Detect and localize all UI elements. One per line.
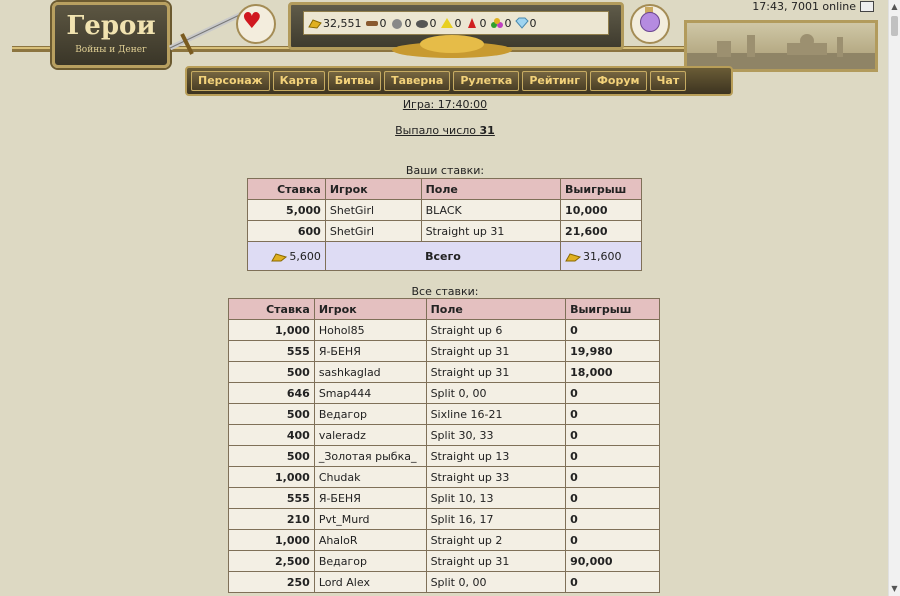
col-field: Поле [421,179,560,200]
table-row [248,200,642,221]
main-nav [185,66,733,96]
online-status [752,0,874,13]
field-cell: Split 0, 00 [426,572,566,593]
time-online-text: 17:43, 7001 online [752,0,856,13]
total-label: Всего [325,242,560,271]
mercury-icon [415,17,429,29]
game-time-link[interactable]: Игра: 17:40:00 [402,98,488,111]
field-cell: Split 30, 33 [426,425,566,446]
resource-crystal-value: 0 [479,16,487,30]
field-cell: Split 10, 13 [426,488,566,509]
resource-sulfur-value: 0 [454,16,462,30]
resource-sulfur [440,17,462,30]
col-bet: Ставка [248,179,326,200]
resource-ore [390,17,412,30]
win-cell: 0 [566,383,660,404]
total-win: 31,600 [583,249,622,263]
sulfur-icon [440,17,454,29]
total-row [248,242,642,271]
table-row [229,341,660,362]
field-cell: Straight up 31 [426,551,566,572]
resource-gold [308,17,362,30]
field-cell: Straight up 33 [426,467,566,488]
wood-icon [365,17,379,29]
field-cell: Straight up 6 [426,320,566,341]
player-cell: Lord Alex [314,572,426,593]
table-row [229,467,660,488]
mail-icon[interactable] [860,1,874,12]
player-cell: ShetGirl [325,200,421,221]
bet-cell: 500 [229,446,315,467]
nav-forum[interactable]: Форум [590,71,647,91]
scroll-down-icon[interactable]: ▼ [891,584,898,593]
game-info [0,98,890,111]
resource-gems [490,17,512,30]
field-cell: Straight up 2 [426,530,566,551]
field-cell: Split 0, 00 [426,383,566,404]
nav-roulette[interactable]: Рулетка [453,71,519,91]
health-indicator[interactable] [234,2,284,46]
win-cell: 10,000 [561,200,642,221]
nav-character[interactable]: Персонаж [191,71,270,91]
resource-wood [365,17,387,30]
bet-cell: 646 [229,383,315,404]
table-header-row [248,179,642,200]
field-cell: Sixline 16-21 [426,404,566,425]
site-header [12,0,872,96]
player-cell: Smap444 [314,383,426,404]
resource-mercury-value: 0 [429,16,437,30]
total-bet: 5,600 [289,249,321,263]
my-bets-caption: Ваши ставки: [405,164,485,177]
player-cell: Я-БЕНЯ [314,341,426,362]
bet-cell: 2,500 [229,551,315,572]
diamond-icon [515,17,529,29]
table-header-row [229,299,660,320]
total-bet-cell [248,242,326,271]
bet-cell: 1,000 [229,320,315,341]
table-row [229,425,660,446]
gold-icon [308,17,322,29]
table-row [229,551,660,572]
heart-icon: ♥ [242,9,262,34]
win-cell: 0 [566,404,660,425]
bet-cell: 1,000 [229,467,315,488]
nav-map[interactable]: Карта [273,71,325,91]
vertical-scrollbar[interactable] [888,0,900,596]
table-row [229,488,660,509]
table-row [229,362,660,383]
resource-gems-value: 0 [504,16,512,30]
win-cell: 0 [566,320,660,341]
total-win-cell [561,242,642,271]
bet-cell: 400 [229,425,315,446]
win-cell: 0 [566,530,660,551]
roulette-result [0,124,890,137]
resource-diamond [515,17,537,30]
my-bets-table [247,178,642,271]
table-row [229,572,660,593]
all-bets-body [229,299,660,593]
nav-battles[interactable]: Битвы [328,71,381,91]
result-link[interactable] [395,124,495,137]
nav-tavern[interactable]: Таверна [384,71,450,91]
resource-diamond-value: 0 [529,16,537,30]
col-bet: Ставка [229,299,315,320]
field-cell: Straight up 13 [426,446,566,467]
player-cell: Ведагор [314,404,426,425]
table-row [248,221,642,242]
resource-mercury [415,17,437,30]
table-row [229,446,660,467]
player-cell: sashkaglad [314,362,426,383]
all-bets-table [228,298,660,593]
gold-icon [565,252,581,262]
bet-cell: 1,000 [229,530,315,551]
win-cell: 90,000 [566,551,660,572]
bet-cell: 500 [229,362,315,383]
logo-title: Герои [66,11,156,41]
resource-gold-value: 32,551 [323,16,362,30]
crystal-icon [465,17,479,29]
result-prefix: Выпало число [395,124,477,137]
bet-cell: 250 [229,572,315,593]
col-player: Игрок [325,179,421,200]
bet-cell: 555 [229,488,315,509]
mana-indicator[interactable] [624,2,684,48]
all-bets-caption: Все ставки: [411,285,479,298]
table-row [229,320,660,341]
scroll-up-icon[interactable]: ▲ [891,2,898,11]
resource-ore-value: 0 [404,16,412,30]
win-cell: 21,600 [561,221,642,242]
scrollbar-thumb[interactable] [891,16,898,36]
player-cell: Я-БЕНЯ [314,488,426,509]
site-logo[interactable] [52,2,170,68]
win-cell: 0 [566,467,660,488]
col-field: Поле [426,299,566,320]
col-win: Выигрыш [561,179,642,200]
win-cell: 0 [566,488,660,509]
player-cell: Ведагор [314,551,426,572]
win-cell: 0 [566,425,660,446]
resource-crystal [465,17,487,30]
table-row [229,383,660,404]
player-cell: Pvt_Murd [314,509,426,530]
logo-subtitle: Войны и Денег [75,45,147,55]
nav-rating[interactable]: Рейтинг [522,71,587,91]
gold-icon [271,252,287,262]
treasure-pile-icon [382,30,522,58]
col-win: Выигрыш [566,299,660,320]
field-cell: Straight up 31 [421,221,560,242]
win-cell: 0 [566,446,660,467]
win-cell: 0 [566,572,660,593]
bet-cell: 555 [229,341,315,362]
field-cell: Straight up 31 [426,341,566,362]
table-row [229,404,660,425]
bet-cell: 500 [229,404,315,425]
city-banner [684,20,878,72]
resource-wood-value: 0 [379,16,387,30]
ore-icon [390,17,404,29]
col-player: Игрок [314,299,426,320]
gems-icon [490,17,504,29]
bet-cell: 600 [248,221,326,242]
field-cell: Straight up 31 [426,362,566,383]
bet-cell: 210 [229,509,315,530]
win-cell: 0 [566,509,660,530]
table-row [229,530,660,551]
player-cell: Chudak [314,467,426,488]
player-cell: ShetGirl [325,221,421,242]
result-number: 31 [479,124,495,137]
potion-icon [640,12,660,32]
win-cell: 19,980 [566,341,660,362]
field-cell: BLACK [421,200,560,221]
table-row [229,509,660,530]
win-cell: 18,000 [566,362,660,383]
player-cell: Hohol85 [314,320,426,341]
city-skyline-icon [687,23,875,69]
nav-chat[interactable]: Чат [650,71,687,91]
player-cell: AhaloR [314,530,426,551]
bet-cell: 5,000 [248,200,326,221]
player-cell: valeradz [314,425,426,446]
field-cell: Split 16, 17 [426,509,566,530]
player-cell: _Золотая рыбка_ [314,446,426,467]
